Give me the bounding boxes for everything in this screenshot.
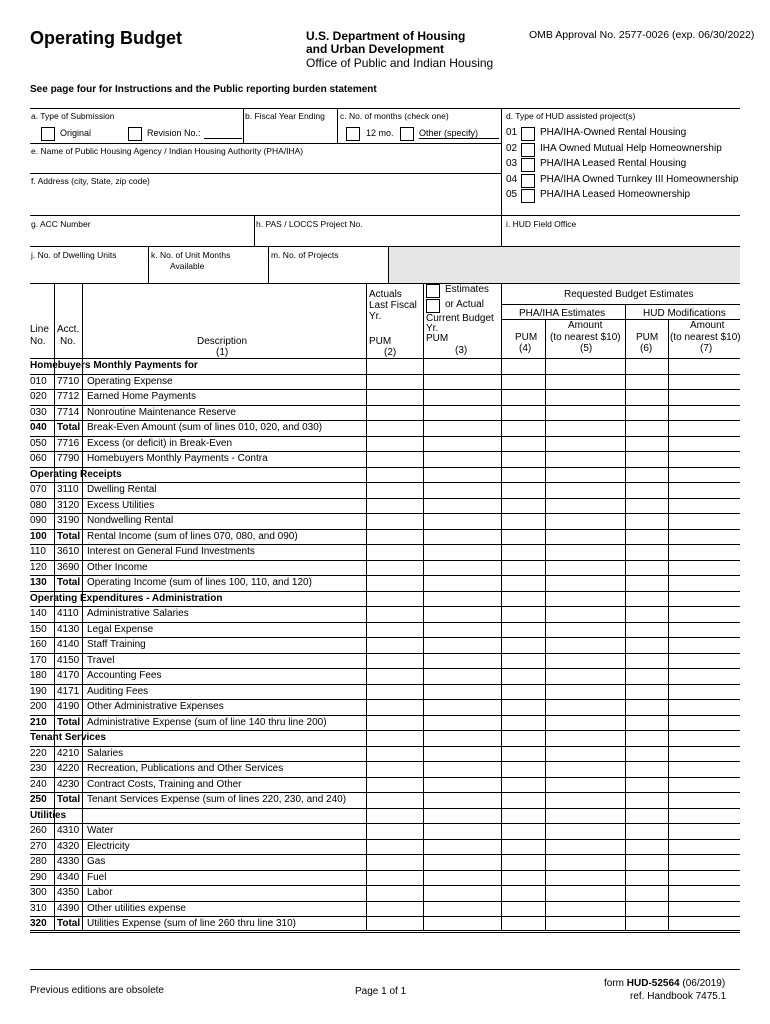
original-checkbox[interactable] — [41, 127, 55, 141]
rule — [30, 108, 740, 109]
project-type-label-item: PHA/IHA-Owned Rental Housing — [540, 127, 687, 138]
table-row — [30, 560, 740, 576]
line-number: 020 — [30, 391, 47, 402]
rule — [30, 215, 740, 216]
col-pha-pum: PUM — [515, 332, 538, 343]
line-description: Accounting Fees — [87, 670, 162, 681]
pas-loccs-label: h. PAS / LOCCS Project No. — [256, 219, 363, 229]
table-row — [30, 436, 740, 452]
line-description: Water — [87, 825, 114, 836]
project-type-checkbox[interactable] — [521, 189, 535, 203]
col-current-yr: Yr. — [426, 323, 439, 334]
field-office-label: i. HUD Field Office — [506, 219, 577, 229]
line-number: 070 — [30, 484, 47, 495]
table-row — [30, 498, 740, 514]
col-pha-amount-number: (5) — [580, 343, 593, 354]
col-actuals-header-2: Last Fiscal — [369, 300, 417, 311]
line-description: Tenant Services Expense (sum of lines 220, 230, and 240) — [87, 794, 347, 805]
line-description: Nondwelling Rental — [87, 515, 174, 526]
line-description: Administrative Expense (sum of line 140 thru line 200) — [87, 716, 327, 728]
rule — [148, 246, 149, 283]
table-row — [30, 575, 740, 591]
project-type-checkbox[interactable] — [521, 127, 535, 141]
project-type-code: 02 — [506, 142, 518, 154]
table-row — [30, 839, 740, 855]
months-12-checkbox[interactable] — [346, 127, 360, 141]
account-number: 4150 — [57, 654, 80, 666]
col-acct-header: Acct. — [57, 324, 80, 335]
line-description: Contract Costs, Training and Other — [87, 778, 242, 790]
line-description: Homebuyers Monthly Payments - Contra — [87, 453, 268, 464]
line-description: Other utilities expense — [87, 902, 186, 914]
col-actuals-pum: PUM — [369, 336, 392, 347]
account-number: 3110 — [57, 484, 79, 495]
months-other-checkbox[interactable] — [400, 127, 414, 141]
project-type-label-item: IHA Owned Mutual Help Homeownership — [540, 142, 722, 154]
months-label: c. No. of months (check one) — [340, 111, 449, 121]
line-number: 090 — [30, 515, 47, 526]
months-other-field[interactable] — [419, 138, 499, 139]
table-row — [30, 761, 740, 777]
line-description: Other Income — [87, 561, 148, 573]
line-number: 130 — [30, 577, 47, 588]
col-or-actual-header: or Actual — [445, 299, 484, 310]
line-number: 210 — [30, 716, 47, 728]
line-number: 150 — [30, 623, 47, 635]
project-type-label-item: PHA/IHA Owned Turnkey III Homeownership — [540, 173, 739, 185]
line-description: Earned Home Payments — [87, 391, 196, 402]
project-type-label: d. Type of HUD assisted project(s) — [506, 111, 636, 121]
col-hud-pum-number: (6) — [640, 343, 653, 354]
line-number: 050 — [30, 437, 47, 449]
line-number: 040 — [30, 422, 47, 433]
department-line2: and Urban Development — [306, 42, 445, 56]
line-description: Operating Income (sum of lines 100, 110, and 120) — [87, 577, 312, 588]
fiscal-year-label: b. Fiscal Year Ending — [245, 111, 325, 121]
col-current-pum: PUM — [426, 333, 449, 344]
line-description: Staff Training — [87, 639, 146, 650]
col-current-budget-header: Current Budget — [426, 313, 494, 323]
line-description: Auditing Fees — [87, 685, 149, 697]
line-number: 110 — [30, 546, 46, 557]
line-description: Administrative Salaries — [87, 608, 189, 619]
estimates-checkbox[interactable] — [426, 284, 440, 298]
table-row — [30, 451, 740, 467]
line-description: Excess Utilities — [87, 499, 155, 511]
projects-count-label: m. No. of Projects — [271, 250, 339, 260]
col-pha-amount: Amount — [568, 320, 603, 331]
rule — [337, 108, 338, 144]
line-description: Fuel — [87, 871, 107, 883]
handbook-ref: ref. Handbook 7475.1 — [630, 991, 727, 1002]
line-number: 170 — [30, 654, 47, 666]
rule — [30, 173, 502, 174]
col-current-number: (3) — [455, 345, 468, 356]
line-description: Rental Income (sum of lines 070, 080, and 090) — [87, 530, 298, 542]
project-type-label-item: PHA/IHA Leased Rental Housing — [540, 158, 687, 169]
department-line1: U.S. Department of Housing — [306, 29, 466, 43]
table-row — [30, 885, 740, 901]
section-header — [30, 591, 740, 607]
line-number: 270 — [30, 840, 47, 852]
account-number: 3190 — [57, 515, 80, 526]
address-label: f. Address (city, State, zip code) — [31, 176, 150, 186]
account-number: 4110 — [57, 608, 79, 619]
form-date: (06/2019) — [679, 978, 726, 989]
months-12-label: 12 mo. — [366, 128, 394, 138]
account-number: 4390 — [57, 902, 80, 914]
section-title: Utilities — [30, 809, 67, 821]
line-number: 280 — [30, 856, 47, 867]
line-number: 310 — [30, 902, 47, 914]
table-row — [30, 653, 740, 669]
account-number: Total — [57, 918, 81, 929]
line-description: Electricity — [87, 840, 130, 852]
line-number: 240 — [30, 778, 47, 790]
original-label: Original — [60, 128, 92, 138]
line-number: 030 — [30, 406, 47, 418]
col-actuals-header: Actuals — [369, 289, 402, 300]
account-number: 4230 — [57, 778, 80, 790]
table-row — [30, 870, 740, 886]
revision-number-field[interactable] — [204, 138, 242, 139]
section-header — [30, 808, 740, 824]
line-number: 010 — [30, 375, 47, 387]
line-description: Dwelling Rental — [87, 484, 157, 495]
unit-months-label-2: Available — [170, 261, 205, 271]
rule — [82, 283, 83, 930]
table-row — [30, 746, 740, 762]
account-number: 3610 — [57, 546, 80, 557]
rule — [254, 215, 255, 246]
revision-checkbox[interactable] — [128, 127, 142, 141]
line-description: Salaries — [87, 747, 124, 759]
line-description: Gas — [87, 856, 106, 867]
rule — [502, 304, 740, 305]
line-description: Recreation, Publications and Other Services — [87, 763, 284, 774]
col-actuals-header-3: Yr. — [369, 311, 382, 322]
rule — [625, 304, 626, 930]
line-number: 080 — [30, 499, 47, 511]
account-number: 4340 — [57, 871, 80, 883]
line-description: Legal Expense — [87, 623, 154, 635]
table-row — [30, 622, 740, 638]
table-row — [30, 405, 740, 421]
pha-estimates-header: PHA/IHA Estimates — [519, 308, 606, 319]
col-pha-amount-2: (to nearest $10) — [550, 332, 621, 343]
line-number: 190 — [30, 685, 47, 697]
line-number: 300 — [30, 887, 47, 898]
rule — [423, 283, 424, 930]
page-title: Operating Budget — [30, 28, 182, 48]
project-type-checkbox[interactable] — [521, 158, 535, 172]
form-prefix: form — [604, 978, 627, 989]
rule — [243, 108, 244, 144]
line-number: 320 — [30, 918, 47, 929]
project-type-code: 04 — [506, 173, 518, 185]
line-description: Excess (or deficit) in Break-Even — [87, 437, 233, 449]
line-description: Operating Expense — [87, 375, 173, 387]
page-number: Page 1 of 1 — [355, 986, 407, 997]
line-description: Interest on General Fund Investments — [87, 546, 255, 557]
current-budget-clip — [425, 312, 501, 323]
office-name: Office of Public and Indian Housing — [306, 56, 494, 70]
table-row — [30, 699, 740, 715]
rule — [501, 283, 502, 930]
line-number: 220 — [30, 747, 47, 759]
col-estimates-header: Estimates — [445, 284, 489, 295]
section-header — [30, 730, 740, 746]
table-row — [30, 606, 740, 622]
project-type-code: 05 — [506, 189, 518, 200]
account-number: Total — [57, 716, 81, 728]
form-number — [604, 978, 725, 989]
section-header — [30, 467, 740, 483]
col-line-header: Line — [30, 324, 49, 335]
account-number: Total — [57, 422, 81, 433]
table-row — [30, 529, 740, 545]
rule — [668, 319, 669, 930]
account-number: 4171 — [57, 685, 80, 697]
requested-budget-header: Requested Budget Estimates — [564, 289, 694, 300]
rule — [54, 283, 55, 930]
agency-name-label: e. Name of Public Housing Agency / Indian Housing Authority (PHA/IHA) — [31, 146, 304, 156]
shaded-area — [389, 247, 740, 283]
account-number: 7710 — [57, 375, 80, 387]
col-line-header-2: No. — [30, 336, 46, 347]
line-number: 120 — [30, 561, 47, 573]
project-type-code: 01 — [506, 127, 518, 138]
line-number: 250 — [30, 794, 47, 805]
line-description: Labor — [87, 887, 113, 898]
col-hud-amount-2: (to nearest $10) — [670, 332, 741, 343]
hud-modifications-header: HUD Modifications — [643, 308, 726, 319]
section-title: Operating Expenditures - Administration — [30, 592, 223, 604]
section-title: Homebuyers Monthly Payments for — [30, 360, 198, 371]
table-row — [30, 544, 740, 560]
rule — [268, 246, 269, 283]
obsolete-note: Previous editions are obsolete — [30, 985, 164, 996]
account-number: 7714 — [57, 406, 80, 418]
account-number: 4220 — [57, 763, 80, 774]
section-header — [30, 358, 740, 374]
instructions-note: See page four for Instructions and the Public reporting burden statement — [30, 84, 377, 95]
line-number: 060 — [30, 453, 47, 464]
col-description-number: (1) — [216, 347, 229, 358]
section-title: Tenant Services — [30, 732, 106, 743]
table-row — [30, 901, 740, 917]
rule — [30, 930, 740, 931]
line-description: Utilities Expense (sum of line 260 thru line 310) — [87, 918, 296, 929]
table-row — [30, 715, 740, 731]
account-number: 4210 — [57, 747, 80, 759]
account-number: 3690 — [57, 561, 80, 573]
rule — [30, 143, 502, 144]
col-acct-header-2: No. — [60, 336, 76, 347]
form-name: HUD-52564 — [626, 978, 680, 989]
table-row — [30, 513, 740, 529]
table-row — [30, 854, 740, 870]
line-number: 200 — [30, 701, 47, 712]
rule — [30, 283, 740, 284]
account-number: 7712 — [57, 391, 80, 402]
months-other-label: Other (specify) — [419, 128, 479, 138]
col-actuals-number: (2) — [384, 347, 397, 358]
rule — [366, 283, 367, 930]
account-number: 4350 — [57, 887, 80, 898]
table-row — [30, 374, 740, 390]
line-description: Break-Even Amount (sum of lines 010, 020, and 030) — [87, 422, 323, 433]
project-type-checkbox[interactable] — [521, 143, 535, 157]
submission-type-label: a. Type of Submission — [31, 111, 115, 121]
account-number: 7716 — [57, 437, 80, 449]
project-type-label-item: PHA/IHA Leased Homeownership — [540, 189, 691, 200]
table-row — [30, 792, 740, 808]
table-row — [30, 637, 740, 653]
account-number: 4330 — [57, 856, 80, 867]
account-number: 3120 — [57, 499, 80, 511]
account-number: Total — [57, 794, 81, 805]
col-description-header: Description — [197, 336, 248, 347]
actual-checkbox[interactable] — [426, 299, 440, 313]
acc-number-label: g. ACC Number — [31, 219, 91, 229]
dwelling-units-label: j. No. of Dwelling Units — [31, 250, 117, 260]
table-row — [30, 668, 740, 684]
line-number: 230 — [30, 763, 47, 774]
rule — [501, 108, 502, 246]
line-number: 100 — [30, 530, 47, 542]
project-type-checkbox[interactable] — [521, 174, 535, 188]
table-row — [30, 684, 740, 700]
line-number: 160 — [30, 639, 47, 650]
section-title: Operating Receipts — [30, 468, 122, 480]
omb-approval: OMB Approval No. 2577-0026 (exp. 06/30/2022) — [529, 29, 755, 41]
line-description: Nonroutine Maintenance Reserve — [87, 406, 236, 418]
footer-rule — [30, 969, 740, 970]
line-number: 260 — [30, 825, 47, 836]
table-row — [30, 777, 740, 793]
col-hud-pum: PUM — [636, 332, 659, 343]
account-number: 7790 — [57, 453, 80, 464]
account-number: 4170 — [57, 670, 80, 681]
account-number: 4140 — [57, 639, 80, 650]
account-number: Total — [57, 577, 81, 588]
account-number: 4190 — [57, 701, 80, 712]
table-row — [30, 823, 740, 839]
revision-label: Revision No.: — [147, 128, 201, 138]
account-number: 4130 — [57, 623, 80, 635]
unit-months-label: k. No. of Unit Months — [151, 250, 231, 260]
table-row — [30, 389, 740, 405]
account-number: 4320 — [57, 840, 80, 852]
account-number: Total — [57, 530, 81, 542]
line-number: 180 — [30, 670, 47, 681]
col-hud-amount-number: (7) — [700, 343, 713, 354]
col-hud-amount: Amount — [690, 320, 725, 331]
table-row — [30, 482, 740, 498]
line-number: 140 — [30, 608, 47, 619]
line-description: Other Administrative Expenses — [87, 701, 224, 712]
line-description: Travel — [87, 654, 115, 666]
row-rule — [30, 932, 740, 933]
table-row — [30, 420, 740, 436]
account-number: 4310 — [57, 825, 80, 836]
col-pha-pum-number: (4) — [519, 343, 532, 354]
line-number: 290 — [30, 871, 47, 883]
rule — [545, 319, 546, 930]
project-type-code: 03 — [506, 158, 518, 169]
